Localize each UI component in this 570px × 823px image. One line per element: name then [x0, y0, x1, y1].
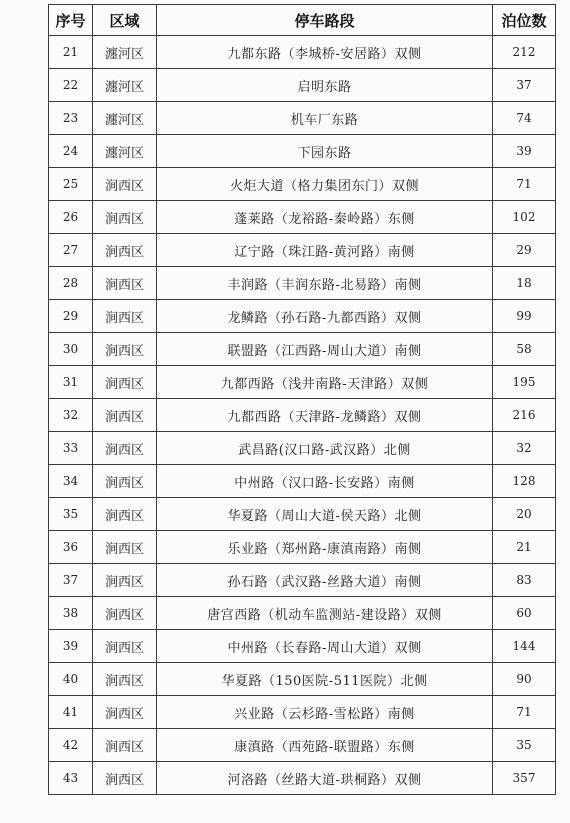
- cell-space-count: 195: [493, 366, 556, 399]
- cell-space-count: 58: [493, 333, 556, 366]
- table-row: [49, 663, 556, 696]
- cell-road-section: 华夏路（150医院-511医院）北侧: [157, 663, 493, 696]
- cell-space-count: 37: [493, 69, 556, 102]
- cell-serial: 40: [49, 663, 93, 696]
- cell-serial: 21: [49, 36, 93, 69]
- cell-serial: 36: [49, 531, 93, 564]
- header-district: 区域: [93, 5, 157, 36]
- cell-district: 涧西区: [93, 762, 157, 795]
- table-row: [49, 432, 556, 465]
- table-row: [49, 366, 556, 399]
- cell-road-section: 康滇路（西苑路-联盟路）东侧: [157, 729, 493, 762]
- cell-serial: 28: [49, 267, 93, 300]
- cell-serial: 26: [49, 201, 93, 234]
- table-row: [49, 333, 556, 366]
- cell-road-section: 武昌路(汉口路-武汉路）北侧: [157, 432, 493, 465]
- cell-district: 涧西区: [93, 267, 157, 300]
- cell-road-section: 丰润路（丰润东路-北易路）南侧: [157, 267, 493, 300]
- table-row: [49, 597, 556, 630]
- cell-space-count: 35: [493, 729, 556, 762]
- cell-district: 涧西区: [93, 663, 157, 696]
- cell-space-count: 20: [493, 498, 556, 531]
- cell-space-count: 74: [493, 102, 556, 135]
- cell-district: 涧西区: [93, 465, 157, 498]
- cell-space-count: 71: [493, 696, 556, 729]
- table-row: [49, 168, 556, 201]
- cell-district: 涧西区: [93, 498, 157, 531]
- cell-district: 涧西区: [93, 300, 157, 333]
- cell-space-count: 102: [493, 201, 556, 234]
- table-row: [49, 762, 556, 795]
- cell-district: 涧西区: [93, 564, 157, 597]
- table-row: [49, 729, 556, 762]
- table-row: [49, 399, 556, 432]
- cell-road-section: 华夏路（周山大道-侯天路）北侧: [157, 498, 493, 531]
- table-row: [49, 531, 556, 564]
- cell-district: 涧西区: [93, 597, 157, 630]
- cell-serial: 41: [49, 696, 93, 729]
- table-body: [49, 36, 556, 795]
- cell-space-count: 18: [493, 267, 556, 300]
- cell-road-section: 中州路（汉口路-长安路）南侧: [157, 465, 493, 498]
- cell-serial: 43: [49, 762, 93, 795]
- cell-road-section: 孙石路（武汉路-丝路大道）南侧: [157, 564, 493, 597]
- cell-district: 涧西区: [93, 432, 157, 465]
- header-space-count: 泊位数: [493, 5, 556, 36]
- cell-district: 涧西区: [93, 366, 157, 399]
- table-row: [49, 36, 556, 69]
- table-row: [49, 498, 556, 531]
- cell-district: 涧西区: [93, 333, 157, 366]
- cell-space-count: 32: [493, 432, 556, 465]
- table-header-row: [49, 5, 556, 36]
- cell-district: 瀍河区: [93, 36, 157, 69]
- cell-road-section: 九都东路（李城桥-安居路）双侧: [157, 36, 493, 69]
- table-row: [49, 300, 556, 333]
- cell-space-count: 60: [493, 597, 556, 630]
- cell-district: 涧西区: [93, 630, 157, 663]
- cell-road-section: 九都西路（浅井南路-天津路）双侧: [157, 366, 493, 399]
- cell-road-section: 唐宫西路（机动车监测站-建设路）双侧: [157, 597, 493, 630]
- header-road-section: 停车路段: [157, 5, 493, 36]
- cell-district: 瀍河区: [93, 135, 157, 168]
- cell-space-count: 29: [493, 234, 556, 267]
- table-row: [49, 69, 556, 102]
- cell-space-count: 144: [493, 630, 556, 663]
- cell-space-count: 99: [493, 300, 556, 333]
- cell-space-count: 39: [493, 135, 556, 168]
- cell-serial: 24: [49, 135, 93, 168]
- cell-serial: 23: [49, 102, 93, 135]
- cell-district: 涧西区: [93, 201, 157, 234]
- cell-road-section: 下园东路: [157, 135, 493, 168]
- cell-space-count: 71: [493, 168, 556, 201]
- cell-space-count: 90: [493, 663, 556, 696]
- table-row: [49, 234, 556, 267]
- cell-road-section: 蓬莱路（龙裕路-秦岭路）东侧: [157, 201, 493, 234]
- cell-space-count: 128: [493, 465, 556, 498]
- cell-serial: 22: [49, 69, 93, 102]
- cell-road-section: 乐业路（郑州路-康滇南路）南侧: [157, 531, 493, 564]
- cell-district: 涧西区: [93, 729, 157, 762]
- cell-space-count: 357: [493, 762, 556, 795]
- cell-district: 涧西区: [93, 531, 157, 564]
- cell-district: 瀍河区: [93, 102, 157, 135]
- cell-space-count: 21: [493, 531, 556, 564]
- cell-space-count: 212: [493, 36, 556, 69]
- table-row: [49, 564, 556, 597]
- cell-district: 涧西区: [93, 696, 157, 729]
- table-row: [49, 267, 556, 300]
- cell-road-section: 启明东路: [157, 69, 493, 102]
- cell-serial: 42: [49, 729, 93, 762]
- cell-serial: 25: [49, 168, 93, 201]
- cell-serial: 31: [49, 366, 93, 399]
- cell-district: 瀍河区: [93, 69, 157, 102]
- parking-table: [48, 4, 556, 795]
- table-row: [49, 135, 556, 168]
- cell-serial: 32: [49, 399, 93, 432]
- cell-serial: 33: [49, 432, 93, 465]
- header-serial: 序号: [49, 5, 93, 36]
- table-row: [49, 696, 556, 729]
- cell-road-section: 九都西路（天津路-龙鳞路）双侧: [157, 399, 493, 432]
- cell-district: 涧西区: [93, 234, 157, 267]
- cell-serial: 38: [49, 597, 93, 630]
- cell-serial: 35: [49, 498, 93, 531]
- cell-serial: 39: [49, 630, 93, 663]
- cell-serial: 37: [49, 564, 93, 597]
- cell-space-count: 216: [493, 399, 556, 432]
- cell-serial: 34: [49, 465, 93, 498]
- cell-road-section: 火炬大道（格力集团东门）双侧: [157, 168, 493, 201]
- cell-serial: 30: [49, 333, 93, 366]
- cell-space-count: 83: [493, 564, 556, 597]
- cell-road-section: 机车厂东路: [157, 102, 493, 135]
- cell-district: 涧西区: [93, 168, 157, 201]
- table-row: [49, 201, 556, 234]
- table-row: [49, 102, 556, 135]
- table-row: [49, 630, 556, 663]
- cell-serial: 27: [49, 234, 93, 267]
- cell-road-section: 辽宁路（珠江路-黄河路）南侧: [157, 234, 493, 267]
- table-row: [49, 465, 556, 498]
- cell-road-section: 河洛路（丝路大道-珙桐路）双侧: [157, 762, 493, 795]
- cell-road-section: 中州路（长春路-周山大道）双侧: [157, 630, 493, 663]
- cell-serial: 29: [49, 300, 93, 333]
- cell-road-section: 龙鳞路（孙石路-九都西路）双侧: [157, 300, 493, 333]
- cell-road-section: 联盟路（江西路-周山大道）南侧: [157, 333, 493, 366]
- cell-road-section: 兴业路（云杉路-雪松路）南侧: [157, 696, 493, 729]
- cell-district: 涧西区: [93, 399, 157, 432]
